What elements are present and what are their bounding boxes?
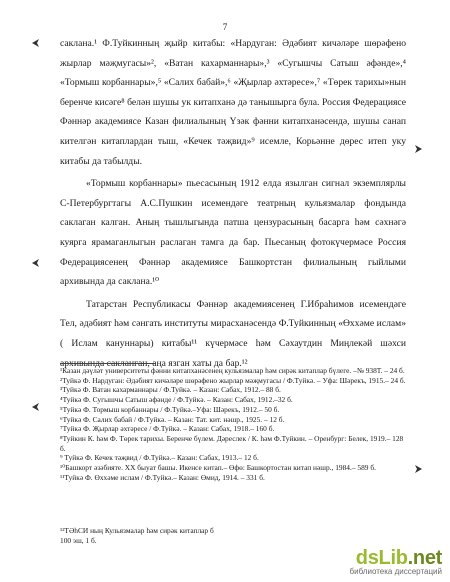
footnote-line: ¹²ТӘһСИ ның Кульязмалар һәм сирәк китаплар б bbox=[60, 526, 214, 535]
margin-arrow-mark bbox=[30, 256, 42, 268]
watermark-logo-suffix: .net bbox=[407, 547, 442, 569]
margin-arrow-mark bbox=[30, 36, 42, 48]
footnote: ⁸Туйкин К. һәм Ф. Төрек тарихы. Беренче бүлем. Дәреслек / К. һәм Ф.Туйкин. – Оренбург: Белек, 1919.– 128 б. bbox=[60, 433, 404, 453]
footnote: ¹⁰Башкорт әзәбияте. XX быуат башы. Икенсе китап.– Өфө: Башкортостан китап нәшр., 1984.– 589 б. bbox=[60, 463, 376, 473]
margin-arrow-mark bbox=[30, 400, 42, 412]
footnote: ⁹ Туйкә Ф. Кечек тәҗвид / Ф.Туйкә.– Казан: Сабах, 1913.– 12 б. bbox=[60, 453, 259, 463]
margin-arrow-mark bbox=[412, 462, 424, 474]
footnote: ²Туйкә Ф. Нардуган: Әдәбият кичәләре шөрәфено жырлар мәҗмугасы / Ф.Туйкә. – Уфа: Шәрекъ, 1915.– 24 б. bbox=[60, 375, 406, 385]
watermark-logo-main: dsLib bbox=[355, 547, 408, 569]
paragraph: «Тормыш корбаннары» пьесасының 1912 елда язылган сигнал экземплярлы С-Петербургтагы А.С.Пушкин исемендәге театрның кульязмалар фондында саклаган калган. Аның тышлыгында патша цензурасының басарга һәм сәхнәгә куярга ярамаганлыгын раслаган тамга да бар. Пьесаның фотокүчермәсе Россия Федерациясенең Фәннәр академиясе Башкортстан филиалының гыйлыми архивында да саклана.¹⁰ bbox=[60, 178, 406, 288]
paragraph: саклана.¹ Ф.Туйкинның җыйр китабы: «Нардуган: Әдәбият кичәләре шөрәфено жырлар мәҗмугасы»², «Ватан кахарманнары»,³ «Сугышчы Сатыш әфәнде»,⁴ «Тормыш корбаннары»,⁵ «Салих бабай»,⁶ «Җырлар әхтәресе»,⁷ «Төрек тарихы»нын беренче кисәге⁸ белән шушы ук китапханә дә танышырга була. Россия Федерациясе Фәннәр академиясе Казан филиалының Үзәк фәнни китапханәсендә, шушы санап кителгән китаплардан тыш, «Кечек тәҗвид»⁹ исемле, Корьәнне дөрес итеп уку китабы да табылды. bbox=[60, 38, 406, 167]
footnote: ⁵Туйкә Ф. Тормыш корбаннары / Ф.Туйкә.–Уфа: Шәрекъ, 1912.– 50 б. bbox=[60, 404, 280, 414]
footnote: ³Туйкә Ф. Ватан кахарманнары / Ф.Туйкә. – Казан: Сабах, 1912.– 88 б. bbox=[60, 385, 281, 395]
footnote-line: 100 эш, 1 б. bbox=[60, 535, 97, 545]
footnote-12 bbox=[60, 526, 390, 545]
footnotes bbox=[60, 366, 406, 482]
footnote: ⁷Туйкә Ф. Җырлар әхтәресе / Ф.Туйкә. – Казан: Сабах, 1918.– 160 б. bbox=[60, 424, 275, 434]
footnote: ¹Казан дәүләт университеты фәнни китапханәсенең кульязмалар һәм сирәк китаплар бүлеге. –№ 938Т. – 24 б. bbox=[60, 366, 405, 375]
footnote: ⁴Туйкә Ф. Сугышчы Сатыш әфәнде / Ф.Туйкә. – Казан: Сабах, 1912.–32 б. bbox=[60, 395, 293, 405]
paragraph: Татарстан Республикасы Фәннәр академиясенең Г.Ибраһимов исемендәге Тел, әдәбият һәм сәнгать институты мирасханәсендә Ф.Туйкинның «Өххәме ислам» ( Ислам кануннары) китабы¹¹ күчермәсе һәм Сәхаутдин Миңлекәй шәхси архивында сакланган, аңа язган хаты да бар.¹² bbox=[60, 298, 406, 369]
dslib-watermark[interactable] bbox=[350, 547, 442, 576]
footnote: ¹¹Туйкә Ф. Өххәме ислам / Ф.Туйкә.– Казан: Өмид, 1914. – 331 б. bbox=[60, 472, 265, 482]
footnote: ⁶Туйкә Ф. Салих бабай / Ф.Туйкә. – Казан: Тат. кит. нәшр., 1925. – 12 б. bbox=[60, 414, 285, 424]
page-number: 7 bbox=[222, 22, 228, 32]
footnote-separator bbox=[60, 363, 156, 364]
body-text bbox=[60, 34, 406, 373]
watermark-tagline: библиотека диссертаций bbox=[349, 567, 442, 576]
margin-arrow-mark bbox=[412, 142, 424, 154]
